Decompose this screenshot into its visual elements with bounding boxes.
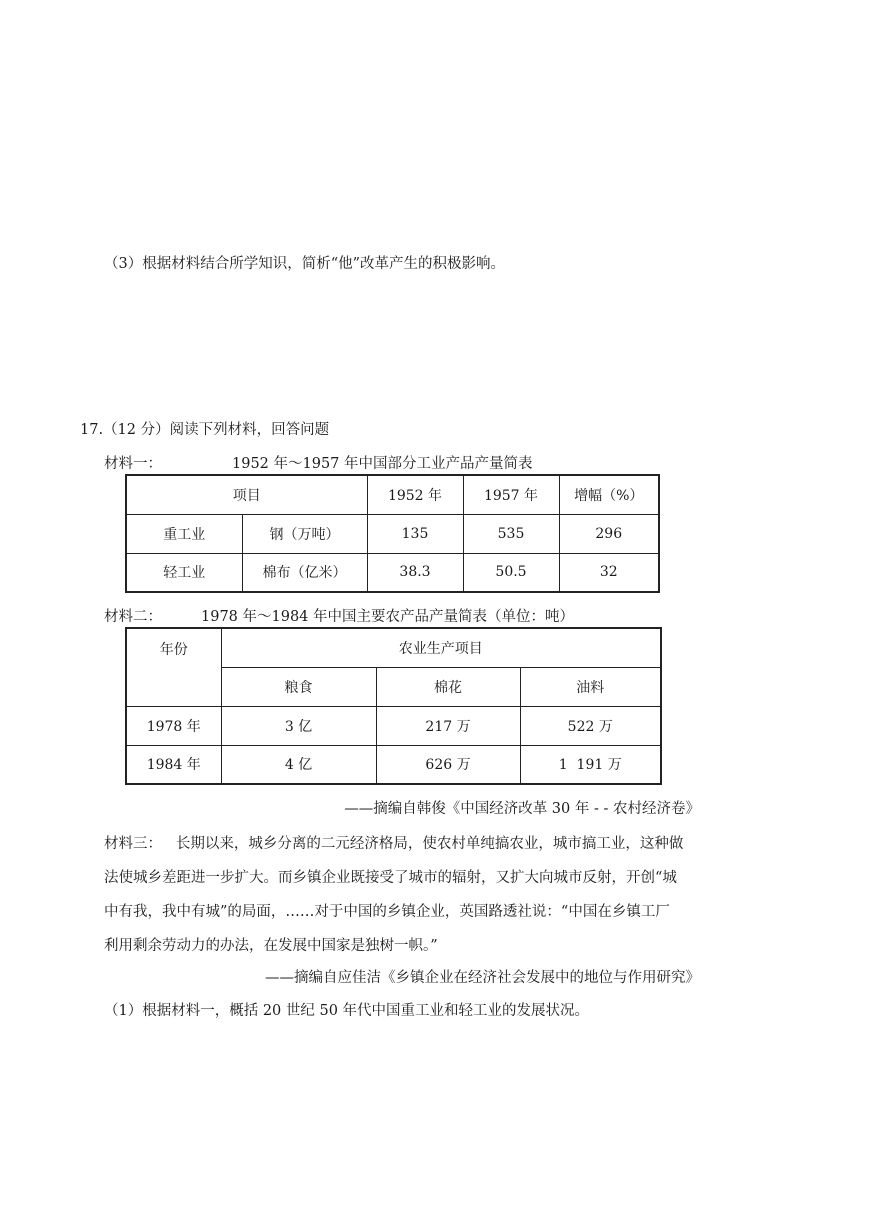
table-header-row — [126, 475, 659, 514]
material-2-source: ——摘编自韩俊《中国经济改革 30 年 - - 农村经济卷》 — [344, 801, 700, 817]
material-3-line: 材料三： 长期以来，城乡分离的二元经济格局，使农村单纯搞农业，城市搞工业，这种做 — [104, 836, 684, 852]
table-row — [126, 706, 661, 745]
table-header-row — [126, 628, 661, 667]
material-3-line: 法使城乡差距进一步扩大。而乡镇企业既接受了城市的辐射，又扩大向城市反射，开创“城 — [104, 870, 677, 886]
table-cell: 535 — [463, 514, 559, 553]
table-header-cell: 1952 年 — [367, 475, 463, 514]
table-cell: 轻工业 — [126, 553, 242, 592]
question-3-prompt: （3）根据材料结合所学知识，简析“他”改革产生的积极影响。 — [104, 256, 506, 272]
table-cell: 626 万 — [376, 745, 520, 784]
material-3-source: ——摘编自应佳洁《乡镇企业在经济社会发展中的地位与作用研究》 — [265, 970, 700, 986]
table-cell: 4 亿 — [221, 745, 376, 784]
question-17-heading: 17.（12 分）阅读下列材料，回答问题 — [80, 422, 330, 438]
table-cell: 3 亿 — [221, 706, 376, 745]
table-header-cell: 油料 — [520, 667, 661, 706]
table-cell: 1984 年 — [126, 745, 221, 784]
table-cell: 50.5 — [463, 553, 559, 592]
material-1-table-title: 1952 年～1957 年中国部分工业产品产量简表 — [232, 456, 533, 472]
table-cell: 1978 年 — [126, 706, 221, 745]
table-header-cell: 项目 — [126, 475, 367, 514]
table-header-cell: 棉花 — [376, 667, 520, 706]
material-2-table-title: 1978 年～1984 年中国主要农产品产量简表（单位：吨） — [201, 609, 575, 625]
table-cell: 135 — [367, 514, 463, 553]
table-cell: 522 万 — [520, 706, 661, 745]
agricultural-output-table — [125, 627, 662, 785]
material-2-label: 材料二： — [104, 609, 162, 625]
table-header-cell: 1957 年 — [463, 475, 559, 514]
table-row — [126, 514, 659, 553]
material-3-line: 利用剩余劳动力的办法，在发展中国家是独树一帜。” — [104, 938, 438, 954]
material-1-label: 材料一： — [104, 456, 162, 472]
material-3-line: 中有我，我中有城”的局面，……对于中国的乡镇企业，英国路透社说：“中国在乡镇工厂 — [104, 904, 670, 920]
table-cell: 重工业 — [126, 514, 242, 553]
table-cell: 32 — [559, 553, 659, 592]
table-cell: 钢（万吨） — [242, 514, 367, 553]
table-row — [126, 745, 661, 784]
table-cell: 1 191 万 — [520, 745, 661, 784]
table-header-cell: 增幅（%） — [559, 475, 659, 514]
table-header-cell: 农业生产项目 — [221, 628, 661, 667]
question-1-prompt: （1）根据材料一，概括 20 世纪 50 年代中国重工业和轻工业的发展状况。 — [104, 1003, 590, 1019]
table-cell: 棉布（亿米） — [242, 553, 367, 592]
industrial-output-table — [125, 474, 660, 593]
table-row — [126, 553, 659, 592]
table-cell: 296 — [559, 514, 659, 553]
table-cell: 217 万 — [376, 706, 520, 745]
table-cell: 38.3 — [367, 553, 463, 592]
table-header-cell: 粮食 — [221, 667, 376, 706]
table-header-cell: 年份 — [126, 628, 221, 706]
